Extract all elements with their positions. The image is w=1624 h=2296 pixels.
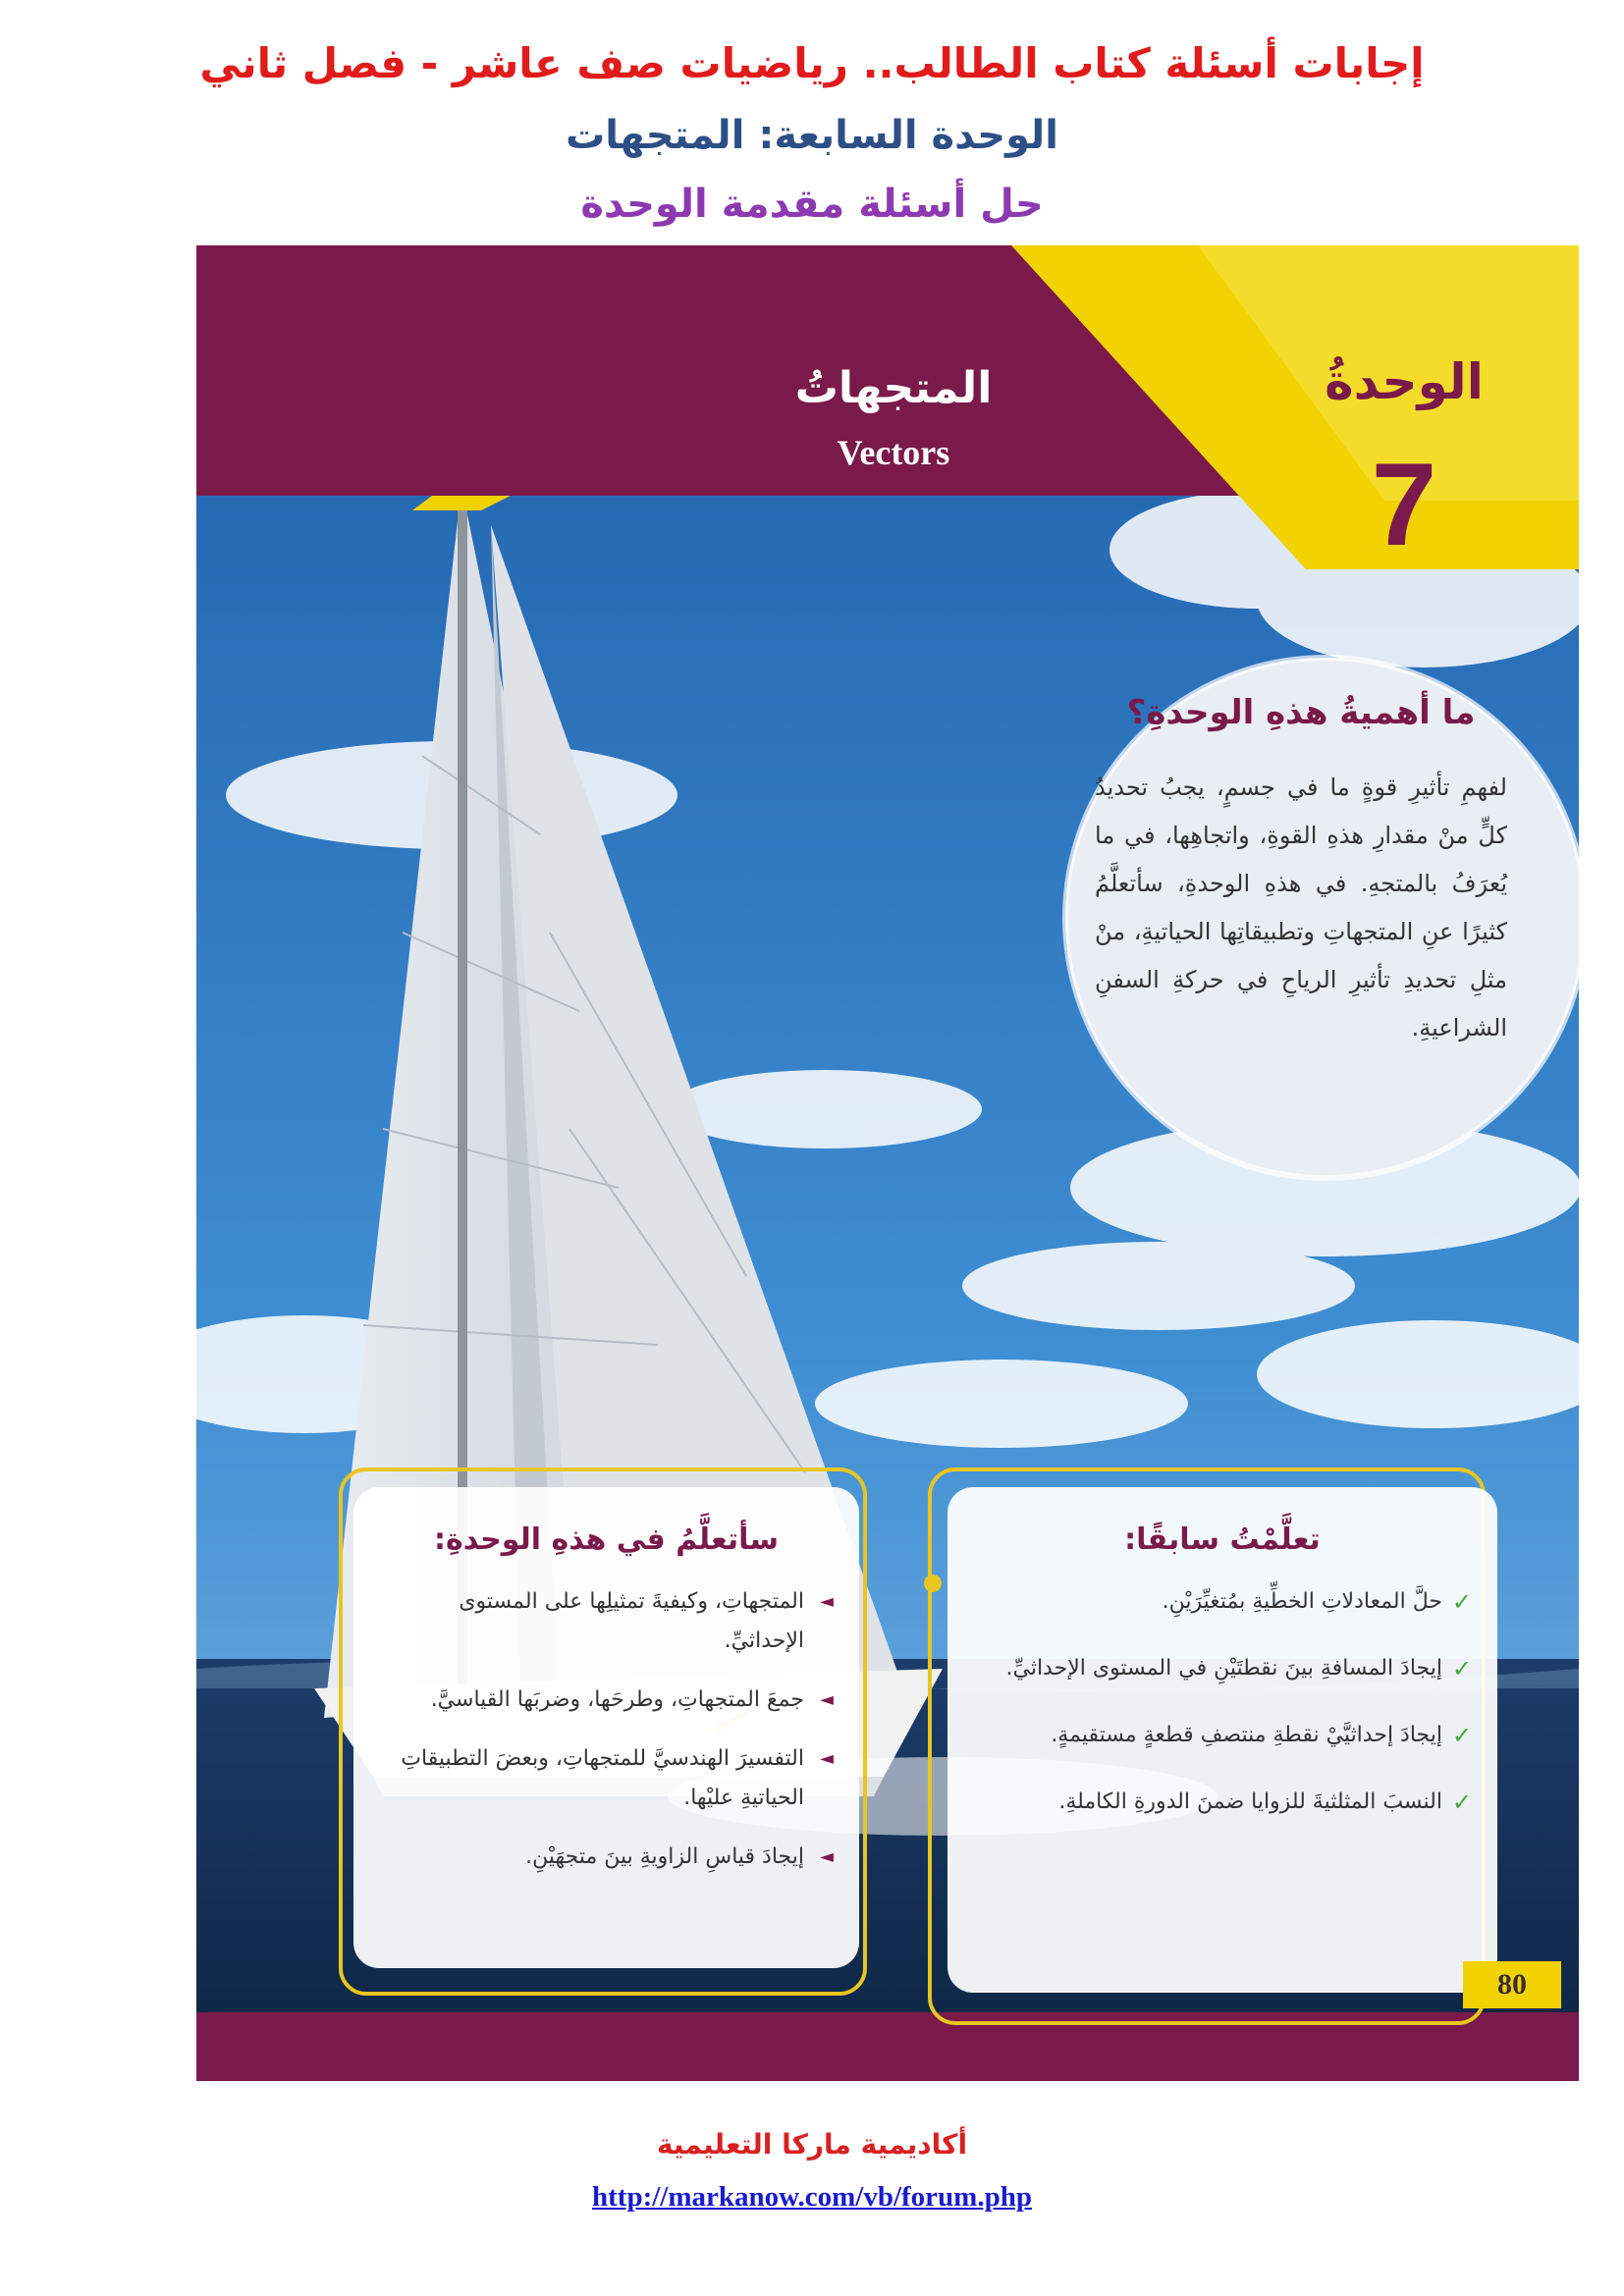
triangle-bullet-icon: ◄ (820, 1846, 834, 1867)
future-item-text: جمعَ المتجهاتِ، وطرحَها، وضربَها القياسيَّ. (430, 1687, 804, 1712)
footer-academy: أكاديمية ماركا التعليمية (656, 2128, 968, 2161)
unit-subtitle: الوحدة السابعة: المتجهات (566, 113, 1058, 158)
section-subtitle: حل أسئلة مقدمة الوحدة (580, 182, 1044, 227)
unit-number: 7 (1371, 439, 1437, 570)
list-item (379, 1739, 834, 1818)
learned-item-text: إيجادَ المسافةِ بينَ نقطتَيْنِ في المستوى الإحداثيِّ. (1005, 1656, 1442, 1681)
check-icon: ✓ (1451, 1655, 1472, 1682)
future-item-text: المتجهاتِ، وكيفيةَ تمثيلِها على المستوى الإحداثيِّ. (459, 1589, 804, 1653)
future-title: سأتعلَّمُ في هذهِ الوحدةِ: (434, 1522, 779, 1557)
unit-title-arabic: المتجهاتُ (794, 363, 993, 413)
list-item (973, 1783, 1472, 1822)
check-icon: ✓ (1451, 1789, 1472, 1816)
unit-title-english: Vectors (837, 433, 950, 472)
list-item (973, 1716, 1472, 1755)
triangle-bullet-icon: ◄ (820, 1748, 834, 1769)
check-icon: ✓ (1451, 1588, 1472, 1616)
triangle-bullet-icon: ◄ (820, 1689, 834, 1710)
learned-item-text: حلَّ المعادلاتِ الخطِّيةِ بمُتغيِّرَيْنِ. (1162, 1589, 1442, 1614)
why-section (1095, 687, 1507, 1052)
document-title: إجابات أسئلة كتاب الطالب.. رياضيات صف عاشر - فصل ثاني (199, 39, 1425, 87)
why-title: ما أهميةُ هذهِ الوحدةِ؟ (1126, 693, 1476, 732)
check-icon: ✓ (1451, 1722, 1472, 1749)
future-card (353, 1487, 859, 1968)
why-body: لفهمِ تأثيرِ قوةٍ ما في جسمٍ، يجبُ تحديدُ كلٍّ منْ مقدارِ هذهِ القوةِ، واتجاهِها، في ما يُعرَفُ بالمتجهِ. في هذهِ الوحدةِ، سأتعلَّمُ كثيرًا عنِ المتجهاتِ وتطبيقاتِها الحياتيةِ، منْ مثلِ تحديدِ تأثيرِ الرياحِ في حركةِ السفنِ الشراعيةِ. (1095, 774, 1507, 1041)
footer-link[interactable]: http://markanow.com/vb/forum.php (592, 2181, 1032, 2213)
learned-item-text: إيجادَ إحداثيَّيْ نقطةِ منتصفِ قطعةٍ مستقيمةٍ. (1051, 1723, 1442, 1747)
textbook-page-image (196, 245, 1579, 2081)
triangle-bullet-icon: ◄ (820, 1591, 834, 1612)
learned-list (973, 1582, 1472, 1822)
list-item (379, 1838, 834, 1877)
page-number: 80 (1463, 1961, 1561, 2008)
learned-card (947, 1487, 1497, 1993)
list-item (973, 1649, 1472, 1688)
learned-title: تعلَّمْتُ سابقًا: (1124, 1522, 1321, 1557)
list-item (379, 1681, 834, 1720)
unit-label: الوحدةُ (1325, 353, 1484, 410)
learned-item-text: النسبَ المثلثيةَ للزوايا ضمنَ الدورةِ الكاملةِ. (1058, 1789, 1442, 1814)
list-item (379, 1582, 834, 1661)
future-list (379, 1582, 834, 1877)
future-item-text: التفسيرَ الهندسيَّ للمتجهاتِ، وبعضَ التطبيقاتِ الحياتيةِ عليْها. (401, 1746, 804, 1810)
list-item (973, 1582, 1472, 1622)
future-item-text: إيجادَ قياسِ الزاويةِ بينَ متجهَيْنِ. (525, 1844, 804, 1869)
